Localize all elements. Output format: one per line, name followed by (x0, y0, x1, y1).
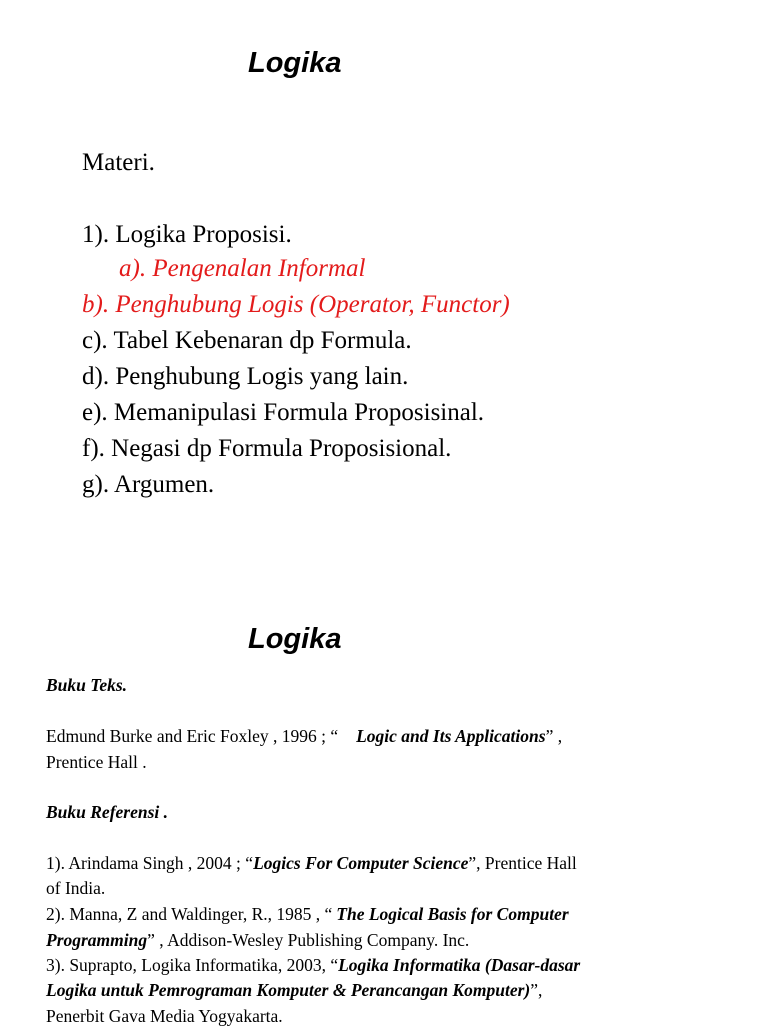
slide1-item-b: b). Penghubung Logis (Operator, Functor) (82, 291, 510, 318)
ref2-pre: 2). Manna, Z and Waldinger, R., 1985 , “ (46, 904, 333, 924)
ref1-pre: 1). Arindama Singh , 2004 ; “ (46, 853, 254, 873)
slide1-title: Logika (248, 47, 342, 79)
slide1-heading: Materi. (82, 149, 155, 176)
slide1-item-g: g). Argumen. (82, 471, 215, 498)
ref2-line1 (46, 903, 569, 925)
ref2-post: ” , Addison-Wesley Publishing Company. Inc. (147, 930, 470, 950)
ref1-post: ”, Prentice Hall (468, 853, 577, 873)
slide1-item-f: f). Negasi dp Formula Proposisional. (82, 435, 452, 462)
ref2-book-title-2: Programming (46, 930, 148, 950)
textbook-pre: Edmund Burke and Eric Foxley , 1996 ; “ (46, 726, 339, 746)
ref3-pre: 3). Suprapto, Logika Informatika, 2003, “ (46, 955, 339, 975)
slide1-item-a: a). Pengenalan Informal (119, 255, 366, 282)
textbook-book-title: Logic and Its Applications (356, 726, 546, 746)
ref1-line2: of India. (46, 878, 106, 898)
slide1-item-d: d). Penghubung Logis yang lain. (82, 363, 409, 390)
ref3-book-title-2: Logika untuk Pemrograman Komputer & Perancangan Komputer) (46, 980, 531, 1000)
ref3-line3: Penerbit Gava Media Yogyakarta. (46, 1006, 283, 1026)
slide1-item-e: e). Memanipulasi Formula Proposisinal. (82, 399, 485, 426)
slide1-item-c: c). Tabel Kebenaran dp Formula. (82, 327, 412, 354)
ref1-book-title: Logics For Computer Science (253, 853, 469, 873)
slide1-list-title: 1). Logika Proposisi. (82, 221, 292, 248)
ref1-line1 (46, 852, 577, 874)
reference-heading: Buku Referensi . (46, 802, 169, 822)
ref2-line2 (46, 929, 469, 951)
ref3-post: ”, (530, 980, 543, 1000)
textbook-entry-line1 (46, 725, 562, 747)
ref2-book-title-1: The Logical Basis for Computer (336, 904, 569, 924)
slide2-title: Logika (248, 623, 342, 655)
ref3-book-title-1: Logika Informatika (Dasar-dasar (338, 955, 581, 975)
textbook-heading: Buku Teks. (46, 675, 128, 695)
ref3-line1 (46, 954, 580, 976)
textbook-post: ” , (545, 726, 563, 746)
textbook-entry-line2: Prentice Hall . (46, 752, 147, 772)
ref3-line2 (46, 979, 542, 1001)
